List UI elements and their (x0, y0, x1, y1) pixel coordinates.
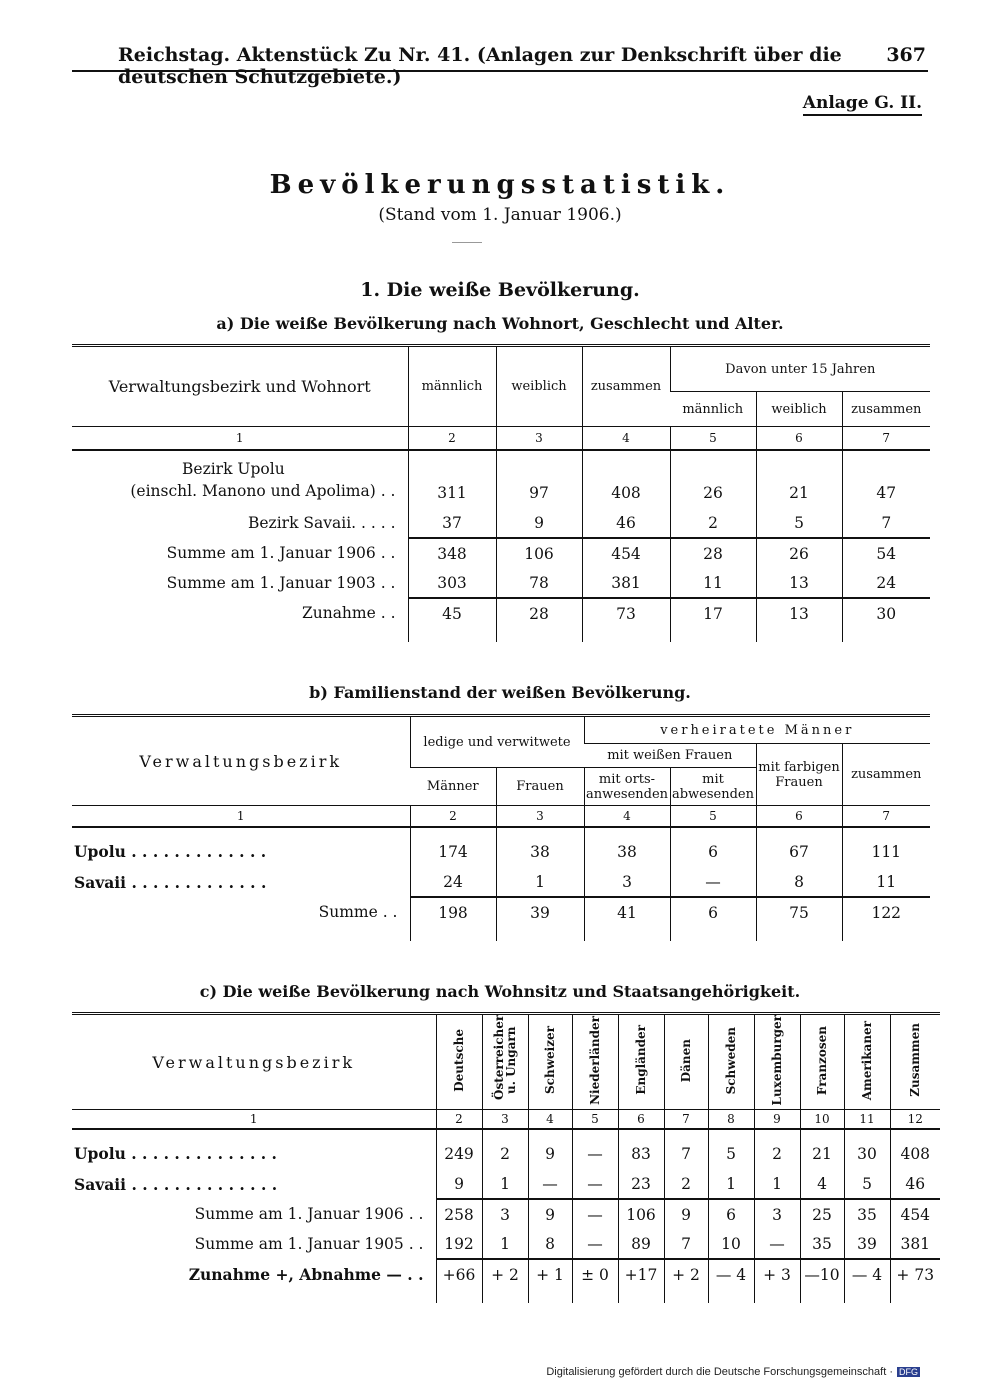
table-a-under15-header: Davon unter 15 Jahren (670, 346, 930, 392)
cell: — (572, 1229, 618, 1259)
table-b-column-numbers (72, 806, 930, 828)
row-label: Zunahme . . (301, 604, 396, 622)
table-row (72, 508, 930, 538)
table-c-col-header: Niederländer (588, 1015, 602, 1105)
cell: 198 (410, 897, 496, 941)
col-number: 1 (72, 806, 410, 828)
table-b-white-wives-header: mit weißen Frauen (584, 744, 756, 768)
table-c-col1-header: Verwaltungsbezirk (152, 1052, 356, 1072)
cell: — (572, 1129, 618, 1169)
table-a-total2-header: zusammen (842, 392, 930, 427)
table-c (72, 1012, 940, 1303)
cell: 3 (482, 1199, 528, 1229)
table-c-column-numbers (72, 1110, 940, 1130)
table-b-absent-header: mit abwesenden (670, 768, 756, 806)
cell: 6 (708, 1199, 754, 1229)
col-number: 3 (496, 427, 582, 451)
table-row (72, 867, 930, 897)
cell: 8 (528, 1229, 572, 1259)
cell: — (754, 1229, 800, 1259)
cell: 46 (582, 508, 670, 538)
cell: 11 (670, 568, 756, 598)
col-number: 3 (496, 806, 584, 828)
cell: 21 (756, 450, 842, 508)
col-number: 6 (618, 1110, 664, 1130)
table-b-women-header: Frauen (496, 768, 584, 806)
table-c-col-header: Franzosen (815, 1025, 829, 1095)
cell: 37 (408, 508, 496, 538)
table-b-present-header: mit orts-anwesenden (584, 768, 670, 806)
cell: + 2 (664, 1259, 708, 1303)
cell: 7 (664, 1129, 708, 1169)
cell: 303 (408, 568, 496, 598)
cell: 39 (496, 897, 584, 941)
col-number: 11 (844, 1110, 890, 1130)
table-b-col1-header: Verwaltungsbezirk (72, 716, 410, 806)
col-number: 8 (708, 1110, 754, 1130)
cell: 5 (844, 1169, 890, 1199)
cell: 47 (842, 450, 930, 508)
cell: 9 (528, 1199, 572, 1229)
cell: 9 (436, 1169, 482, 1199)
table-row (72, 568, 930, 598)
cell: 381 (582, 568, 670, 598)
table-c-col-header: Engländer (634, 1025, 648, 1096)
table-a (72, 344, 930, 642)
cell: 28 (496, 598, 582, 642)
row-label: Summe am 1. Januar 1906 . . (194, 1205, 424, 1224)
cell: 5 (756, 508, 842, 538)
cell: ± 0 (572, 1259, 618, 1303)
cell: 26 (756, 538, 842, 568)
table-b-single-header: ledige und verwitwete (410, 716, 584, 768)
cell: 1 (708, 1169, 754, 1199)
col-number: 7 (842, 427, 930, 451)
cell: 381 (890, 1229, 940, 1259)
cell: 1 (482, 1169, 528, 1199)
cell: — 4 (708, 1259, 754, 1303)
cell: 54 (842, 538, 930, 568)
cell: 6 (670, 827, 756, 867)
table-b-caption: b) Familienstand der weißen Bevölkerung. (309, 683, 691, 702)
cell: 10 (708, 1229, 754, 1259)
table-a-female2-header: weiblich (756, 392, 842, 427)
table-b-married-header: verheiratete Männer (584, 716, 930, 744)
table-c-col-header: Amerikaner (860, 1020, 874, 1100)
cell: 45 (408, 598, 496, 642)
row-label: Bezirk Savaii. . . . . (247, 514, 396, 532)
col-number: 4 (584, 806, 670, 828)
cell: 192 (436, 1229, 482, 1259)
cell: 35 (844, 1199, 890, 1229)
cell: 1 (496, 867, 584, 897)
cell: 2 (664, 1169, 708, 1199)
table-row (72, 1129, 940, 1169)
cell: + 3 (754, 1259, 800, 1303)
col-number: 1 (72, 1110, 436, 1130)
cell: 1 (482, 1229, 528, 1259)
table-c-col-header: Dänen (679, 1038, 693, 1082)
cell: 106 (618, 1199, 664, 1229)
footer-text: Digitalisierung gefördert durch die Deutsche Forschungsgemeinschaft · (546, 1366, 893, 1378)
col-number: 7 (842, 806, 930, 828)
cell: —10 (800, 1259, 844, 1303)
cell: — (528, 1169, 572, 1199)
cell: 408 (582, 450, 670, 508)
table-c-col-header: Schweden (724, 1026, 738, 1094)
cell: 9 (496, 508, 582, 538)
col-number: 9 (754, 1110, 800, 1130)
cell: — 4 (844, 1259, 890, 1303)
table-a-column-numbers (72, 427, 930, 451)
cell: 38 (496, 827, 584, 867)
cell: + 73 (890, 1259, 940, 1303)
cell: 13 (756, 598, 842, 642)
table-row (72, 598, 930, 642)
page-title: Bevölkerungsstatistik. (269, 170, 731, 200)
cell: 21 (800, 1129, 844, 1169)
col-number: 12 (890, 1110, 940, 1130)
table-b-colored-header: mit farbigen Frauen (756, 744, 842, 806)
table-row (72, 450, 930, 508)
cell: 26 (670, 450, 756, 508)
cell: 67 (756, 827, 842, 867)
table-a-male2-header: männlich (670, 392, 756, 427)
cell: 6 (670, 897, 756, 941)
cell: 39 (844, 1229, 890, 1259)
row-label: Upolu . . . . . . . . . . . . . . (74, 1144, 277, 1164)
cell: — (572, 1169, 618, 1199)
cell: 78 (496, 568, 582, 598)
table-row (72, 897, 930, 941)
page-subtitle: (Stand vom 1. Januar 1906.) (378, 205, 622, 225)
cell: 9 (528, 1129, 572, 1169)
row-label: Summe am 1. Januar 1903 . . (166, 574, 396, 592)
cell: 11 (842, 867, 930, 897)
cell: 30 (842, 598, 930, 642)
table-c-col-header: Luxemburger (770, 1015, 784, 1106)
footer (546, 1366, 920, 1378)
cell: 83 (618, 1129, 664, 1169)
col-number: 5 (572, 1110, 618, 1130)
cell: 106 (496, 538, 582, 568)
row-label-line2: (einschl. Manono und Apolima) . . (130, 482, 396, 500)
cell: 89 (618, 1229, 664, 1259)
cell: 2 (482, 1129, 528, 1169)
col-number: 1 (72, 427, 408, 451)
row-label: Zunahme +, Abnahme — . . (188, 1265, 424, 1285)
col-number: 2 (436, 1110, 482, 1130)
col-number: 2 (410, 806, 496, 828)
table-row (72, 538, 930, 568)
cell: 24 (842, 568, 930, 598)
table-a-total-header: zusammen (582, 346, 670, 427)
row-label: Savaii . . . . . . . . . . . . . (74, 872, 267, 892)
cell: + 1 (528, 1259, 572, 1303)
row-label-line1: Bezirk Upolu (182, 460, 285, 478)
table-c-col-header: Deutsche (452, 1028, 466, 1092)
cell: 2 (670, 508, 756, 538)
cell: 454 (582, 538, 670, 568)
table-b-total-header: zusammen (842, 744, 930, 806)
cell: 122 (842, 897, 930, 941)
table-b-men-header: Männer (410, 768, 496, 806)
anlage-label: Anlage G. II. (803, 93, 922, 116)
cell: 38 (584, 827, 670, 867)
row-label: Summe . . (318, 903, 398, 921)
cell: 13 (756, 568, 842, 598)
table-a-female-header: weiblich (496, 346, 582, 427)
cell: 311 (408, 450, 496, 508)
cell: 111 (842, 827, 930, 867)
table-c-col-header: Zusammen (908, 1023, 923, 1098)
cell: 5 (708, 1129, 754, 1169)
row-label: Upolu . . . . . . . . . . . . . (74, 842, 267, 861)
col-number: 2 (408, 427, 496, 451)
cell: 46 (890, 1169, 940, 1199)
table-c-col-header: Schweizer (543, 1026, 557, 1095)
table-a-caption: a) Die weiße Bevölkerung nach Wohnort, Geschlecht und Alter. (216, 314, 784, 333)
running-title: Reichstag. Aktenstück Zu Nr. 41. (Anlagen zur Denkschrift über die deutschen Schutzgebiete.) (118, 44, 842, 88)
row-label (72, 450, 408, 508)
dfg-logo: DFG (899, 1367, 918, 1377)
table-a-male-header: männlich (408, 346, 496, 427)
row-label: Savaii . . . . . . . . . . . . . . (74, 1174, 278, 1194)
cell: 454 (890, 1199, 940, 1229)
cell: 24 (410, 867, 496, 897)
cell: 7 (842, 508, 930, 538)
col-number: 5 (670, 806, 756, 828)
table-c-col-header: Österreicher u. Ungarn (492, 1015, 518, 1101)
table-c-caption: c) Die weiße Bevölkerung nach Wohnsitz und Staatsangehörigkeit. (199, 982, 801, 1001)
cell: 258 (436, 1199, 482, 1229)
col-number: 6 (756, 806, 842, 828)
header-rule (72, 70, 928, 72)
cell: 9 (664, 1199, 708, 1229)
cell: — (670, 867, 756, 897)
cell: 7 (664, 1229, 708, 1259)
cell: 8 (756, 867, 842, 897)
cell: +66 (436, 1259, 482, 1303)
cell: 25 (800, 1199, 844, 1229)
cell: 2 (754, 1129, 800, 1169)
page-number: 367 (886, 44, 926, 66)
cell: 174 (410, 827, 496, 867)
cell: + 2 (482, 1259, 528, 1303)
table-row (72, 1199, 940, 1229)
cell: 23 (618, 1169, 664, 1199)
col-number: 5 (670, 427, 756, 451)
col-number: 6 (756, 427, 842, 451)
table-row (72, 1169, 940, 1199)
cell: — (572, 1199, 618, 1229)
cell: 408 (890, 1129, 940, 1169)
cell: 17 (670, 598, 756, 642)
divider (452, 242, 482, 243)
col-number: 7 (664, 1110, 708, 1130)
cell: 35 (800, 1229, 844, 1259)
cell: 97 (496, 450, 582, 508)
cell: 3 (584, 867, 670, 897)
cell: 73 (582, 598, 670, 642)
section-heading: 1. Die weiße Bevölkerung. (360, 279, 640, 301)
cell: 348 (408, 538, 496, 568)
cell: +17 (618, 1259, 664, 1303)
cell: 28 (670, 538, 756, 568)
col-number: 10 (800, 1110, 844, 1130)
table-a-col1-header: Verwaltungsbezirk und Wohnort (72, 346, 408, 427)
cell: 75 (756, 897, 842, 941)
cell: 41 (584, 897, 670, 941)
running-header (118, 44, 926, 88)
cell: 1 (754, 1169, 800, 1199)
cell: 30 (844, 1129, 890, 1169)
col-number: 3 (482, 1110, 528, 1130)
table-b (72, 714, 930, 941)
cell: 3 (754, 1199, 800, 1229)
cell: 4 (800, 1169, 844, 1199)
row-label: Summe am 1. Januar 1906 . . (166, 544, 396, 562)
table-row (72, 1259, 940, 1303)
col-number: 4 (528, 1110, 572, 1130)
table-row (72, 1229, 940, 1259)
row-label: Summe am 1. Januar 1905 . . (194, 1235, 424, 1254)
table-row (72, 827, 930, 867)
cell: 249 (436, 1129, 482, 1169)
col-number: 4 (582, 427, 670, 451)
